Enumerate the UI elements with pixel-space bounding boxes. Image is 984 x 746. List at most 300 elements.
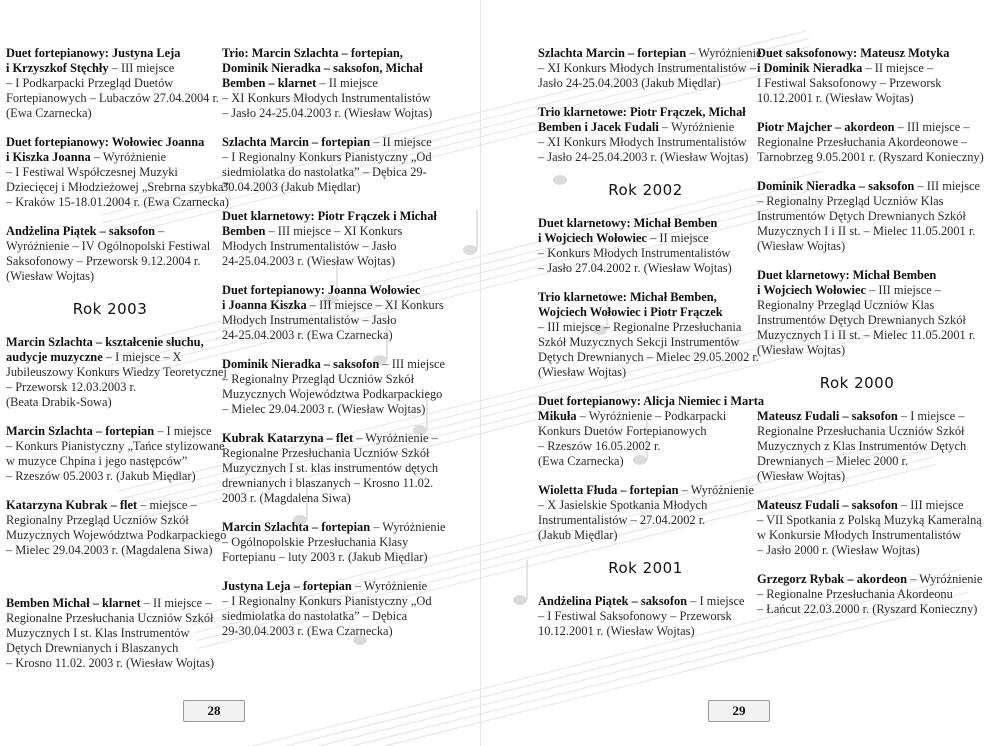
entry-detail-text: – Krosno 11.02. 2003 r. (Wiesław Wojtas) <box>6 656 215 670</box>
entry-name-text: Dominik Nieradka – saksofon <box>757 179 915 193</box>
entry-name-text: Marcin Szlachta – fortepian <box>222 520 371 534</box>
entry-detail-text: – Regionalny Przegląd Uczniów Klas <box>757 194 944 208</box>
column-2 <box>222 46 452 653</box>
entry-detail-text: – III miejsce <box>379 357 446 371</box>
entry-line <box>538 594 753 609</box>
award-entry <box>757 498 982 558</box>
entry-detail-text: Jasło 24-25.04.2003 (Jakub Międlar) <box>538 76 721 90</box>
entry-detail-text: (Jakub Międlar) <box>538 528 618 542</box>
entry-name-text: Wioletta Fłuda – fortepian <box>538 483 679 497</box>
entry-name-text: i Kiszka Joanna <box>6 150 91 164</box>
entry-line <box>757 313 966 328</box>
entry-detail-text: – II miejsce – <box>140 596 212 610</box>
entry-detail-text: – Regionalny Przegląd Uczniów Szkół <box>222 372 415 386</box>
entry-detail-text: – I Regionalny Konkurs Pianistyczny „Od <box>222 594 432 608</box>
entry-detail-text: siedmiolatka do nastolatka” – Dębica 29- <box>222 165 427 179</box>
entry-line <box>222 328 452 343</box>
entry-line <box>6 641 214 656</box>
entry-line <box>6 350 214 365</box>
entry-name-text: Duet saksofonowy: Mateusz Motyka <box>757 46 950 60</box>
entry-line <box>6 150 214 165</box>
entry-line <box>757 209 966 224</box>
entry-detail-text: – II miejsce <box>646 231 709 245</box>
entry-line <box>6 106 214 121</box>
entry-detail-text: Tarnobrzeg 9.05.2001 r. (Ryszard Konieczny) <box>757 150 984 164</box>
entry-detail-text: – Regionalne Przesłuchania Akordeonu <box>757 587 953 601</box>
entry-name-text: Mateusz Fudali – saksofon <box>757 409 898 423</box>
year-heading: Rok 2002 <box>608 181 683 199</box>
column-4 <box>757 46 984 631</box>
entry-name-text: Grzegorz Rybak – akordeon <box>757 572 907 586</box>
entry-detail-text: Regionalne Przesłuchania Uczniów Szkół <box>757 424 965 438</box>
entry-line <box>6 424 214 439</box>
entry-detail-text: Regionalny Przegląd Uczniów Klas <box>757 298 935 312</box>
entry-detail-text: – Rzeszów 05.2003 r. (Jakub Międlar) <box>6 469 196 483</box>
award-entry <box>6 135 229 210</box>
entry-name-text: Szlachta Marcin – fortepian <box>538 46 687 60</box>
entry-name-text: Duet fortepianowy: Joanna Wołowiec <box>222 283 421 297</box>
entry-detail-text: – Mielec 29.04.2003 r. (Magdalena Siwa) <box>6 543 213 557</box>
entry-line <box>222 535 452 550</box>
entry-name-text: Justyna Leja – fortepian <box>222 579 352 593</box>
column-3 <box>538 46 765 653</box>
entry-line <box>222 461 452 476</box>
entry-line <box>538 61 756 76</box>
entry-detail-text: – Wyróżnienie <box>90 150 167 164</box>
entry-line <box>757 587 957 602</box>
entry-detail-text: – II miejsce – <box>862 61 934 75</box>
entry-line <box>6 254 214 269</box>
award-entry <box>6 498 227 558</box>
entry-detail-text: – XI Konkurs Młodych Instrumentalistów – <box>538 61 756 75</box>
award-entry <box>538 105 753 165</box>
entry-line <box>538 290 753 305</box>
entry-detail-text: Regionalne Przesłuchania Akordeonowe – <box>757 135 968 149</box>
entry-line <box>757 61 957 76</box>
entry-detail-text: – Wyróżnienie – <box>353 431 438 445</box>
entry-detail-text: – Wyróżnienie <box>370 520 446 534</box>
entry-detail-text: 24-25.04.2003 r. (Ewa Czarnecka) <box>222 328 393 342</box>
entry-name-text: Wojciech Wołowiec i Piotr Frączek <box>538 305 723 319</box>
entry-detail-text: – Jasło 27.04.2002 r. (Wiesław Wojtas) <box>538 261 732 275</box>
year-heading: Rok 2000 <box>819 374 895 392</box>
entry-line <box>6 513 214 528</box>
entry-line <box>538 350 759 365</box>
entry-line <box>222 357 452 372</box>
entry-line <box>538 513 753 528</box>
award-entry <box>538 594 753 639</box>
spacer <box>6 572 214 596</box>
entry-line <box>757 409 965 424</box>
award-entry <box>757 46 957 106</box>
entry-detail-text: (Ewa Czarnecka) <box>6 106 92 120</box>
year-heading: Rok 2001 <box>608 559 683 577</box>
entry-name-text: Andżelina Piątek – saksofon <box>6 224 156 238</box>
entry-line <box>538 246 753 261</box>
entry-name-text: Duet fortepianowy: Justyna Leja <box>6 46 181 60</box>
entry-line <box>538 528 753 543</box>
entry-line <box>222 298 452 313</box>
entry-detail-text: Jubileuszowy Konkurs Wiedzy Teoretycznej <box>6 365 227 379</box>
entry-detail-text: Dętych Drewnianych – Mielec 29.05.2002 r. <box>538 350 759 364</box>
entry-detail-text: Wyróżnienie – IV Ogólnopolski Festiwal <box>6 239 211 253</box>
entry-detail-text: – Wyróżnienie <box>351 579 428 593</box>
page-number-left: 28 <box>183 700 245 722</box>
entry-line <box>6 439 225 454</box>
entry-line <box>538 305 753 320</box>
award-entry <box>538 290 759 380</box>
entry-detail-text: – Rzeszów 16.05.2002 r. <box>538 439 661 453</box>
entry-line <box>538 609 753 624</box>
entry-detail-text: Instrumentów Dętych Drewnianych Szkół <box>757 313 966 327</box>
entry-line <box>222 313 452 328</box>
entry-name-text: Piotr Majcher – akordeon <box>757 120 895 134</box>
award-entry <box>222 135 452 195</box>
entry-line <box>538 394 765 409</box>
entry-name-text: Duet fortepianowy: Alicja Niemiec i Marta <box>538 394 765 408</box>
entry-line <box>222 550 452 565</box>
entry-name-text: Duet klarnetowy: Piotr Frączek i Michał <box>222 209 437 223</box>
entry-detail-text: drewnianych i blaszanych – Krosno 11.02. <box>222 476 434 490</box>
entry-detail-text: – Ogólnopolskie Przesłuchania Klasy <box>222 535 409 549</box>
entry-line <box>222 372 452 387</box>
entry-name-text: Duet klarnetowy: Michał Bemben <box>757 268 937 282</box>
entry-detail-text: – I Festiwal Saksofonowy – Przeworsk <box>538 609 732 623</box>
award-entry <box>222 357 452 417</box>
entry-detail-text: (Ewa Czarnecka) <box>538 454 624 468</box>
entry-detail-text: – I Podkarpacki Przegląd Duetów <box>6 76 174 90</box>
entry-detail-text: – I Regionalny Konkurs Pianistyczny „Od <box>222 150 432 164</box>
entry-line <box>6 76 214 91</box>
entry-line <box>757 135 968 150</box>
entry-line <box>757 498 964 513</box>
entry-detail-text: siedmiolatka do nastolatka” – Dębica <box>222 609 408 623</box>
entry-detail-text: – Wyróżnienie <box>678 483 754 497</box>
entry-line <box>222 135 452 150</box>
entry-line <box>538 76 753 91</box>
entry-line <box>6 180 229 195</box>
entry-line <box>538 150 753 165</box>
entry-name-text: Katarzyna Kubrak – flet <box>6 498 138 512</box>
entry-line <box>757 120 970 135</box>
entry-line <box>757 224 976 239</box>
entry-detail-text: Konkurs Duetów Fortepianowych <box>538 424 707 438</box>
entry-detail-text: – XI Konkurs Młodych Instrumentalistów <box>538 135 747 149</box>
award-entry <box>222 46 452 121</box>
column-1 <box>6 46 229 685</box>
entry-detail-text: (Wiesław Wojtas) <box>757 469 846 483</box>
entry-line <box>222 387 452 402</box>
entry-line <box>6 454 214 469</box>
entry-line <box>6 380 214 395</box>
entry-detail-text: 24-25.04.2003 r. (Wiesław Wojtas) <box>222 254 396 268</box>
entry-line <box>538 335 753 350</box>
entry-line <box>6 656 214 671</box>
entry-name-text: Duet klarnetowy: Michał Bemben <box>538 216 718 230</box>
entry-detail-text: Muzycznych Województwa Podkarpackiego <box>6 528 227 542</box>
award-entry <box>538 216 753 276</box>
award-entry <box>538 483 753 543</box>
entry-detail-text: Regionalne Przesłuchania Uczniów Szkół <box>222 446 430 460</box>
entry-line <box>757 572 983 587</box>
entry-line <box>6 469 214 484</box>
entry-detail-text: Muzycznych I i II st. – Mielec 11.05.2001 r. <box>757 328 976 342</box>
entry-detail-text: Muzycznych Województwa Podkarpackiego <box>222 387 443 401</box>
entry-detail-text: – III miejsce <box>914 179 981 193</box>
entry-name-text: Bemben – klarnet <box>222 76 317 90</box>
entry-detail-text: – Kraków 15-18.01.2004 r. (Ewa Czarnecka) <box>6 195 229 209</box>
entry-detail-text: – I miejsce <box>687 594 745 608</box>
page-gutter <box>480 0 481 746</box>
entry-line <box>538 498 753 513</box>
entry-line <box>538 320 753 335</box>
entry-detail-text: – Łańcut 22.03.2000 r. (Ryszard Konieczny) <box>757 602 978 616</box>
award-entry <box>6 424 225 484</box>
entry-name-text: Trio klarnetowe: Piotr Frączek, Michał <box>538 105 746 119</box>
entry-name-text: i Joanna Kiszka <box>222 298 307 312</box>
entry-detail-text: – II miejsce <box>316 76 378 90</box>
entry-detail-text: w muzyce Chpina i jego następców” <box>6 454 188 468</box>
entry-name-text: Duet fortepianowy: Wołowiec Joanna <box>6 135 205 149</box>
entry-detail-text: – X Jasielskie Spotkania Młodych <box>538 498 708 512</box>
entry-line <box>757 528 962 543</box>
entry-line <box>222 283 452 298</box>
entry-name-text: i Wojciech Wołowiec <box>757 283 866 297</box>
entry-name-text: Kubrak Katarzyna – flet <box>222 431 354 445</box>
entry-line <box>222 61 452 76</box>
entry-line <box>222 491 452 506</box>
entry-detail-text: – Konkurs Młodych Instrumentalistów <box>538 246 731 260</box>
entry-line <box>757 328 976 343</box>
entry-detail-text: – Jasło 24-25.04.2003 r. (Wiesław Wojtas) <box>222 106 433 120</box>
entry-detail-text: – miejsce – <box>137 498 197 512</box>
entry-line <box>757 343 957 358</box>
entry-name-text: i Wojciech Wołowiec <box>538 231 647 245</box>
entry-line <box>757 454 957 469</box>
entry-line <box>222 239 452 254</box>
entry-detail-text: Instrumentalistów – 27.04.2002 r. <box>538 513 706 527</box>
entry-detail-text: – I miejsce – <box>897 409 965 423</box>
entry-line <box>757 46 957 61</box>
entry-line <box>222 46 452 61</box>
entry-detail-text: – Wyróżnienie <box>658 120 735 134</box>
entry-detail-text: 29-30.04.2003 r. (Ewa Czarnecka) <box>222 624 393 638</box>
entry-line <box>6 91 220 106</box>
entry-detail-text: Instrumentów Dętych Drewnianych Szkół <box>757 209 966 223</box>
entry-line <box>538 261 753 276</box>
entry-detail-text: – III miejsce <box>108 61 175 75</box>
entry-line <box>538 120 753 135</box>
award-entry <box>222 431 452 506</box>
entry-detail-text: Młodych Instrumentalistów – Jasło <box>222 313 397 327</box>
award-entry <box>757 572 983 617</box>
award-entry <box>6 596 214 671</box>
entry-detail-text: – I miejsce <box>154 424 212 438</box>
entry-line <box>757 424 965 439</box>
award-entry <box>538 394 765 469</box>
entry-line <box>222 76 452 91</box>
entry-line <box>6 611 214 626</box>
entry-detail-text: (Beata Drabik-Sowa) <box>6 395 112 409</box>
entry-line <box>6 528 227 543</box>
entry-line <box>222 254 452 269</box>
entry-detail-text: Dętych Drewnianych i Blaszanych <box>6 641 179 655</box>
entry-detail-text: – Mielec 29.04.2003 r. (Wiesław Wojtas) <box>222 402 426 416</box>
entry-line <box>222 150 452 165</box>
entry-line <box>6 365 227 380</box>
entry-detail-text: 10.12.2001 r. (Wiesław Wojtas) <box>757 91 914 105</box>
entry-line <box>6 195 229 210</box>
entry-detail-text: Saksofonowy – Przeworsk 9.12.2004 r. <box>6 254 201 268</box>
entry-detail-text: – III miejsce – <box>894 120 970 134</box>
entry-line <box>6 269 214 284</box>
entry-line <box>757 268 957 283</box>
entry-detail-text: 10.12.2001 r. (Wiesław Wojtas) <box>538 624 695 638</box>
entry-detail-text: – XI Konkurs Młodych Instrumentalistów <box>222 91 431 105</box>
entry-detail-text: w Konkursie Młodych Instrumentalistów <box>757 528 962 542</box>
award-entry <box>222 283 452 343</box>
entry-name-text: i Krzyszkof Stęchły <box>6 61 109 75</box>
entry-line <box>6 543 214 558</box>
entry-line <box>757 179 981 194</box>
entry-line <box>538 216 753 231</box>
entry-name-text: Mateusz Fudali – saksofon <box>757 498 898 512</box>
entry-detail-text: Młodych Instrumentalistów – Jasło <box>222 239 397 253</box>
entry-detail-text: – Wyróżnienie <box>686 46 762 60</box>
entry-detail-text: – VII Spotkania z Polską Muzyką Kameralną <box>757 513 982 527</box>
entry-name-text: Szlachta Marcin – fortepian <box>222 135 371 149</box>
entry-line <box>6 165 214 180</box>
entry-line <box>757 543 957 558</box>
entry-line <box>222 579 452 594</box>
entry-detail-text: (Wiesław Wojtas) <box>757 239 846 253</box>
entry-line <box>538 424 753 439</box>
entry-detail-text: Muzycznych I i II st. – Mielec 11.05.2001 r. <box>757 224 976 238</box>
entry-detail-text: Dziecięcej i Młodzieżowej „Srebrna szybka” <box>6 180 229 194</box>
entry-detail-text: – Konkurs Pianistyczny „Tańce stylizowane <box>6 439 225 453</box>
entry-detail-text: Muzycznych z Klas Instrumentów Dętych <box>757 439 967 453</box>
entry-line <box>538 231 753 246</box>
entry-detail-text: – III miejsce – XI Konkurs <box>265 224 403 238</box>
entry-line <box>757 439 967 454</box>
award-entry <box>6 224 214 284</box>
entry-line <box>757 150 984 165</box>
entry-line <box>222 476 452 491</box>
entry-name-text: Dominik Nieradka – saksofon, Michał <box>222 61 423 75</box>
entry-line <box>222 446 452 461</box>
entry-line <box>222 224 452 239</box>
award-entry <box>222 520 452 565</box>
award-entry <box>222 209 452 269</box>
entry-line <box>6 395 214 410</box>
entry-line <box>222 106 452 121</box>
entry-line <box>538 135 753 150</box>
entry-line <box>6 239 214 254</box>
page-number-right: 29 <box>708 700 770 722</box>
entry-name-text: Marcin Szlachta – kształcenie słuchu, <box>6 335 204 349</box>
entry-line <box>757 469 957 484</box>
award-entry <box>757 120 984 165</box>
entry-line <box>538 105 753 120</box>
entry-name-text: Bemben Michał – klarnet <box>6 596 141 610</box>
award-entry <box>6 335 227 410</box>
entry-line <box>222 165 452 180</box>
entry-line <box>6 46 214 61</box>
entry-detail-text: – III miejsce – XI Konkurs <box>306 298 444 312</box>
entry-detail-text: Fortepianu – luty 2003 r. (Jakub Międlar) <box>222 550 428 564</box>
entry-line <box>757 513 982 528</box>
entry-detail-text: – III miejsce – Regionalne Przesłuchania <box>538 320 742 334</box>
entry-detail-text: – I miejsce – X <box>102 350 182 364</box>
entry-detail-text: – Przeworsk 12.03.2003 r. <box>6 380 137 394</box>
entry-line <box>538 409 753 424</box>
entry-detail-text: – II miejsce <box>370 135 432 149</box>
entry-line <box>538 439 753 454</box>
entry-line <box>6 135 214 150</box>
entry-line <box>6 498 214 513</box>
entry-detail-text: Regionalny Przegląd Uczniów Szkół <box>6 513 189 527</box>
entry-detail-text: – III miejsce – <box>865 283 941 297</box>
award-entry <box>538 46 762 91</box>
entry-line <box>6 626 214 641</box>
entry-detail-text: – I Festiwal Współczesnej Muzyki <box>6 165 178 179</box>
entry-detail-text: Regionalne Przesłuchania Uczniów Szkół <box>6 611 214 625</box>
entry-detail-text: 2003 r. (Magdalena Siwa) <box>222 491 351 505</box>
entry-detail-text: – <box>155 224 165 238</box>
entry-detail-text: 30.04.2003 (Jakub Międlar) <box>222 180 361 194</box>
entry-detail-text: Muzycznych I st. Klas Instrumentów <box>6 626 190 640</box>
entry-detail-text: – Jasło 2000 r. (Wiesław Wojtas) <box>757 543 920 557</box>
entry-line <box>222 594 452 609</box>
entry-detail-text: – Jasło 24-25.04.2003 r. (Wiesław Wojtas) <box>538 150 749 164</box>
entry-detail-text: Muzycznych I st. klas instrumentów dętych <box>222 461 439 475</box>
entry-line <box>222 209 452 224</box>
entry-line <box>757 91 957 106</box>
award-entry <box>757 409 967 484</box>
entry-line <box>222 609 452 624</box>
entry-name-text: Trio: Marcin Szlachta – fortepian, <box>222 46 403 60</box>
entry-name-text: Bemben i Jacek Fudali <box>538 120 659 134</box>
entry-line <box>757 194 957 209</box>
entry-line <box>538 483 753 498</box>
entry-line <box>757 76 957 91</box>
entry-name-text: Dominik Nieradka – saksofon <box>222 357 380 371</box>
entry-line <box>222 431 452 446</box>
year-heading: Rok 2003 <box>72 300 148 318</box>
entry-line <box>6 61 214 76</box>
entry-line <box>222 520 452 535</box>
award-entry <box>757 268 976 358</box>
entry-name-text: Mikuła <box>538 409 577 423</box>
entry-line <box>222 624 452 639</box>
entry-line <box>538 624 753 639</box>
entry-name-text: i Dominik Nieradka <box>757 61 863 75</box>
entry-detail-text: Szkół Muzycznych Sekcji Instrumentów <box>538 335 740 349</box>
entry-name-text: Andżelina Piątek – saksofon <box>538 594 688 608</box>
entry-line <box>757 298 957 313</box>
entry-line <box>757 239 957 254</box>
entry-detail-text: Drewnianych – Mielec 2000 r. <box>757 454 909 468</box>
award-entry <box>6 46 220 121</box>
award-entry <box>222 579 452 639</box>
entry-line <box>538 46 762 61</box>
entry-detail-text: Fortepianowych – Lubaczów 27.04.2004 r. <box>6 91 220 105</box>
entry-detail-text: – Wyróżnienie <box>906 572 983 586</box>
entry-detail-text: (Wiesław Wojtas) <box>6 269 95 283</box>
entry-detail-text: – III miejsce <box>897 498 964 512</box>
entry-line <box>222 402 452 417</box>
entry-detail-text: (Wiesław Wojtas) <box>538 365 627 379</box>
